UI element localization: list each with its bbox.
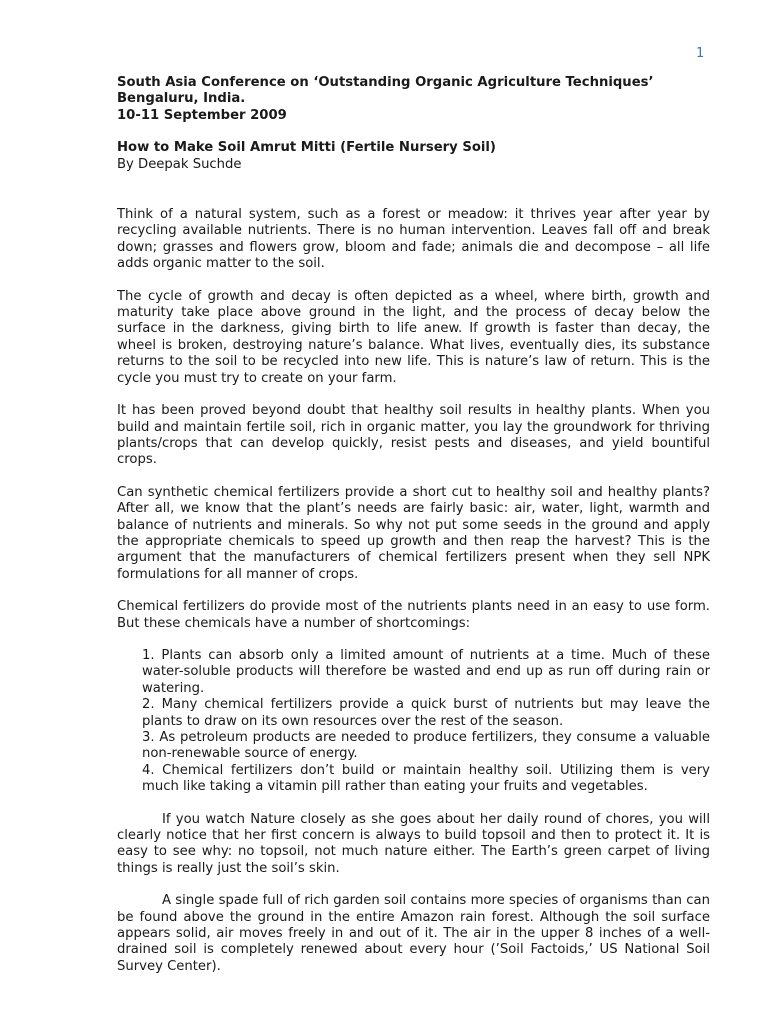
paragraph: Can synthetic chemical fertilizers provide a short cut to healthy soil and healthy plants? After all, we know that the plant’s needs are fairly basic: air, water, light, warmth and balance of nutrients and minerals. So why not put some seeds in the ground and apply the appropriate chemicals to speed up growth and then reap the harvest? This is the argument that the manufacturers of chemical fertilizers present when they sell NPK formulations for all manner of crops. bbox=[117, 484, 710, 582]
conference-dates: 10-11 September 2009 bbox=[117, 107, 287, 123]
article-author: By Deepak Suchde bbox=[117, 156, 242, 172]
list-item: 1. Plants can absorb only a limited amount of nutrients at a time. Much of these water-soluble products will therefore be wasted and end up as run off during rain or watering. bbox=[142, 647, 710, 696]
article-title: How to Make Soil Amrut Mitti (Fertile Nursery Soil) bbox=[117, 140, 496, 156]
page-number: 1 bbox=[696, 46, 705, 61]
conference-title: South Asia Conference on ‘Outstanding Organic Agriculture Techniques’ bbox=[117, 75, 654, 90]
document-body bbox=[117, 75, 710, 991]
conference-heading bbox=[117, 75, 710, 124]
paragraph: The cycle of growth and decay is often depicted as a wheel, where birth, growth and maturity take place above ground in the light, and the process of decay below the surface in the darkness, giving birth to life anew. If growth is faster than decay, the wheel is broken, destroying nature’s balance. What lives, eventually dies, its substance returns to the soil to be recycled into new life. This is nature’s law of return. This is the cycle you must try to create on your farm. bbox=[117, 288, 710, 386]
paragraph: It has been proved beyond doubt that healthy soil results in healthy plants. When you build and maintain fertile soil, rich in organic matter, you lay the groundwork for thriving plants/crops that can develop quickly, resist pests and diseases, and yield bountiful crops. bbox=[117, 403, 710, 468]
paragraph: Think of a natural system, such as a forest or meadow: it thrives year after year by recycling available nutrients. There is no human intervention. Leaves fall off and break down; grasses and flowers grow, bloom and fade; animals die and decompose – all life adds organic matter to the soil. bbox=[117, 207, 710, 272]
list-item: 4. Chemical fertilizers don’t build or maintain healthy soil. Utilizing them is very much like taking a vitamin pill rather than eating your fruits and vegetables. bbox=[142, 762, 710, 795]
list-item: 2. Many chemical fertilizers provide a quick burst of nutrients but may leave the plants to draw on its own resources over the rest of the season. bbox=[142, 697, 710, 729]
spacer bbox=[117, 124, 710, 140]
list-item: 3. As petroleum products are needed to produce fertilizers, they consume a valuable non-renewable source of energy. bbox=[142, 730, 710, 762]
shortcomings-list bbox=[142, 648, 710, 796]
paragraph: A single spade full of rich garden soil contains more species of organisms than can be found above the ground in the entire Amazon rain forest. Although the soil surface appears solid, air moves freely in and out of it. The air in the upper 8 inches of a well-drained soil is completely renewed about every hour (’Soil Factoids,’ US National Soil Survey Center). bbox=[117, 893, 710, 974]
paragraph: If you watch Nature closely as she goes about her daily round of chores, you will clearly notice that her first concern is always to build topsoil and then to protect it. It is easy to see why: no topsoil, not much nature either. The Earth’s green carpet of living things is really just the soil’s skin. bbox=[117, 811, 710, 876]
paragraph: Chemical fertilizers do provide most of the nutrients plants need in an easy to use form. But these chemicals have a number of shortcomings: bbox=[117, 599, 710, 631]
conference-location: Bengaluru, India. bbox=[117, 91, 246, 107]
